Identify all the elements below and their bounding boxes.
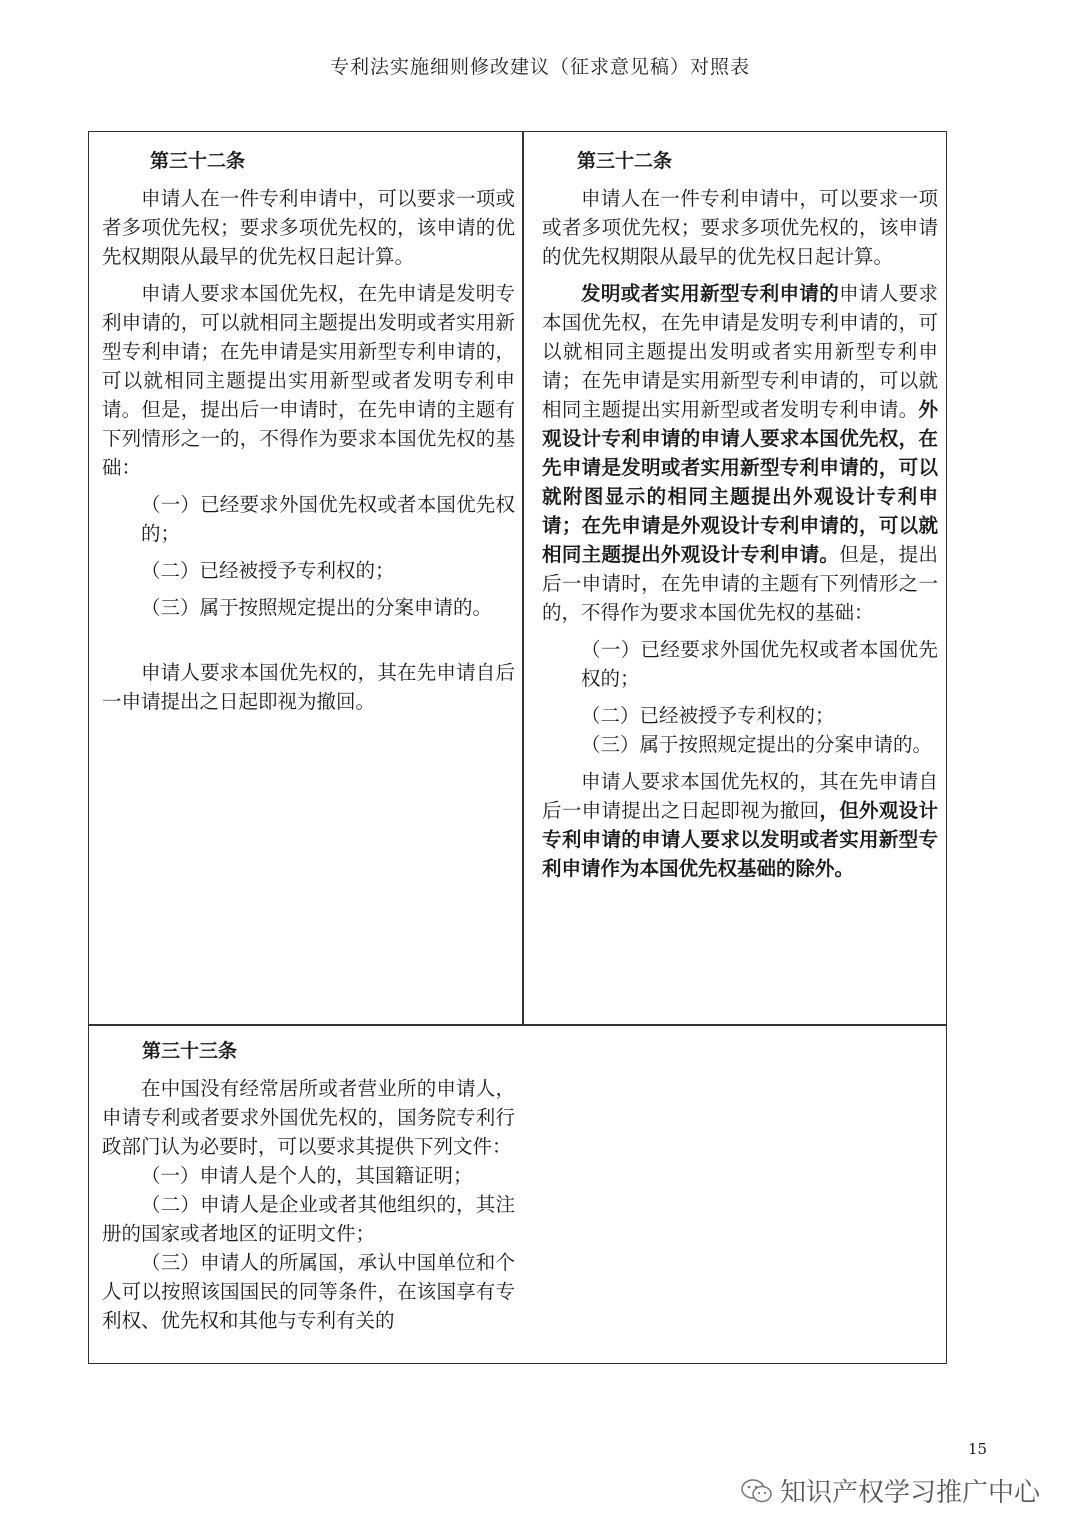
watermark-text: 知识产权学习推广中心	[780, 1478, 1041, 1508]
list-item: （一）已经要求外国优先权或者本国优先权的；	[581, 638, 938, 690]
row-divider	[89, 1024, 946, 1026]
wechat-icon	[740, 1477, 774, 1505]
text-span: 但是，提出后一申请时，在先申请的主题有下列情形之一的，不得作为要求本国优先权的基础：	[542, 543, 938, 624]
list-item: （三）申请人的所属国，承认中国单位和个人可以按照该国国民的同等条件，在该国享有专利权、优先权和其他与专利有关的	[102, 1251, 515, 1332]
paragraph: 申请人要求本国优先权，在先申请是发明专利申请的，可以就相同主题提出发明或者实用新型专利申请；在先申请是实用新型专利申请的，可以就相同主题提出实用新型或者发明专利申请。但是，提出后一申请时，在先申请的主题有下列情形之一的，不得作为要求本国优先权的基础：	[102, 282, 515, 479]
amended-text: 外观设计专利申请的申请人要求本国优先权，在先申请是发明或者实用新型专利申请的，可以就附图显示的相同主题提出外观设计专利申请；在先申请是外观设计专利申请的，可以就相同主题提出外观设计专利申请。	[542, 398, 938, 566]
list-item: （一）已经要求外国优先权或者本国优先权的；	[141, 493, 515, 545]
list-item: （三）属于按照规定提出的分案申请的。	[581, 733, 933, 756]
paragraph: 申请人在一件专利申请中，可以要求一项或者多项优先权；要求多项优先权的，该申请的优先权期限从最早的优先权日起计算。	[102, 187, 515, 268]
list-item: （二）已经被授予专利权的；	[141, 559, 395, 582]
text-span: 申请人要求本国优先权的，其在先申请自后一申请提出之日起即视为撤回	[542, 770, 938, 822]
text-span: 申请人要求本国优先权，在先申请是发明专利申请的，可以就相同主题提出发明或者实用新型专利申请；在先申请是实用新型专利申请的，可以就相同主题提出实用新型或者发明专利申请。	[542, 282, 938, 421]
article-title: 第三十二条	[150, 150, 246, 172]
amended-text: ，但外观设计专利申请的申请人要求以发明或者实用新型专利申请作为本国优先权基础的除外。	[542, 799, 938, 880]
article-title: 第三十三条	[142, 1040, 238, 1062]
list-item: （一）申请人是个人的，其国籍证明；	[141, 1164, 473, 1187]
paragraph: 申请人要求本国优先权的，其在先申请自后一申请提出之日起即视为撤回。	[102, 661, 515, 713]
page-number: 15	[968, 1440, 988, 1458]
paragraph-amended	[542, 767, 938, 883]
comparison-table	[88, 131, 947, 1364]
paragraph: 申请人在一件专利申请中，可以要求一项或者多项优先权；要求多项优先权的，该申请的优先权期限从最早的优先权日起计算。	[542, 187, 938, 268]
list-item: （三）属于按照规定提出的分案申请的。	[141, 596, 493, 619]
list-item: （二）申请人是企业或者其他组织的，其注册的国家或者地区的证明文件；	[102, 1193, 515, 1245]
original-article-32	[102, 147, 515, 716]
list-item: （二）已经被授予专利权的；	[581, 704, 835, 727]
paragraph-amended	[542, 279, 938, 627]
column-divider	[522, 132, 524, 1025]
article-title: 第三十二条	[577, 150, 673, 172]
amended-text: 发明或者实用新型专利申请的	[581, 282, 840, 305]
page-header: 专利法实施细则修改建议（征求意见稿）对照表	[329, 56, 750, 78]
paragraph: 在中国没有经常居所或者营业所的申请人，申请专利或者要求外国优先权的，国务院专利行政部门认为必要时，可以要求其提供下列文件：	[102, 1077, 515, 1158]
watermark	[740, 1472, 1040, 1509]
proposed-article-32	[542, 147, 938, 883]
original-article-33	[102, 1037, 515, 1335]
